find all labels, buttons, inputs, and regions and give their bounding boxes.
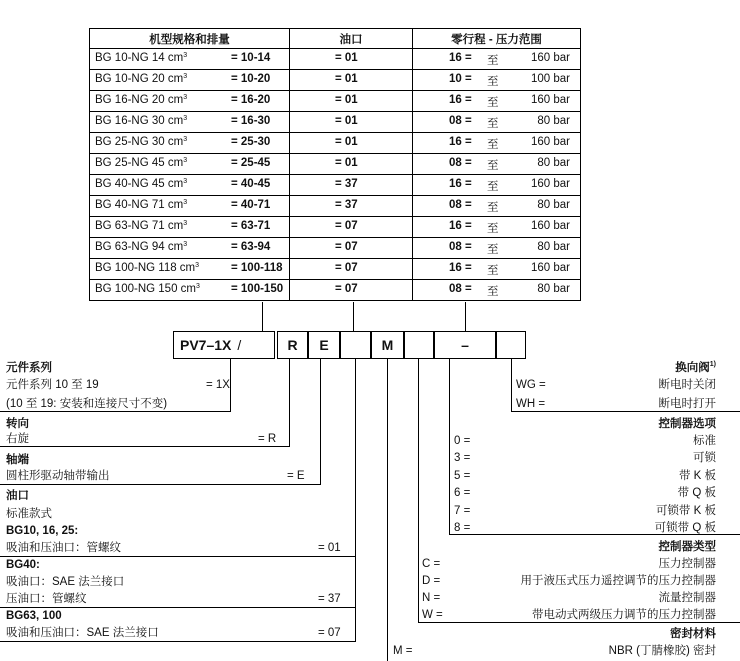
ctrl-option-code: 8 =: [454, 522, 471, 534]
code-m: M: [381, 337, 394, 353]
pressure-cell: [413, 238, 581, 259]
model-code: = 100-118: [231, 262, 283, 274]
code-box-ctrl-type: [404, 331, 434, 359]
pressure-cell: [413, 49, 581, 70]
port-group-1: BG10, 16, 25:: [6, 525, 79, 537]
pressure-to: 至: [487, 223, 499, 235]
table-row: [90, 238, 581, 259]
port-code: = 01: [335, 136, 358, 148]
model-name: BG 10-NG 14 $cm^3$: [95, 52, 188, 64]
code-box-e: [308, 331, 340, 359]
pressure-cell: [413, 196, 581, 217]
port-cell: [290, 133, 413, 154]
pressure-cell: [413, 259, 581, 280]
port-code: = 07: [335, 262, 358, 274]
model-cell: [90, 49, 290, 70]
model-code: = 25-30: [231, 136, 271, 148]
ctrl-option-desc: 可锁带 Q 板: [654, 522, 716, 534]
ctrl-option-desc: 带 Q 板: [677, 487, 716, 500]
leader-line: [418, 359, 419, 623]
seal-desc: NBR (丁腈橡胶) 密封: [608, 645, 716, 657]
port-code: = 01: [335, 52, 358, 64]
leader-line: [289, 359, 290, 447]
model-cell: [90, 217, 290, 238]
leader-line: [320, 359, 321, 485]
model-code: = 40-71: [231, 199, 271, 211]
pressure-max: 160 bar: [530, 178, 570, 190]
pressure-max: 100 bar: [530, 73, 570, 85]
rotation-line: 右旋: [6, 433, 29, 445]
code-dash: –: [461, 337, 469, 353]
port-group-3-code: = 07: [318, 627, 341, 639]
port-code: = 07: [335, 220, 358, 232]
model-name: BG 16-NG 30 $cm^3$: [95, 115, 188, 127]
table-row: [90, 91, 581, 112]
model-name: BG 16-NG 20 $cm^3$: [95, 94, 188, 106]
leader-line: [0, 556, 356, 557]
pressure-code: 16 =: [449, 178, 472, 190]
model-code: = 100-150: [231, 283, 284, 295]
model-cell: [90, 280, 290, 301]
pressure-to: 至: [487, 55, 499, 67]
leader-line: [511, 411, 740, 412]
leader-line: [511, 359, 512, 412]
port-group-1-line: 吸油和压油口：管螺纹: [6, 542, 121, 554]
model-cell: [90, 175, 290, 196]
ctrl-type-title: 控制器类型: [658, 541, 716, 553]
spec-table: [89, 28, 581, 301]
code-box-pv7-1x: [173, 331, 275, 359]
port-cell: [290, 238, 413, 259]
table-row: [90, 175, 581, 196]
series-title: 元件系列: [6, 362, 52, 374]
pressure-cell: [413, 175, 581, 196]
leader-line: [0, 446, 290, 447]
port-group-3-line: 吸油和压油口：SAE 法兰接口: [6, 627, 159, 639]
pressure-code: 16 =: [449, 94, 472, 106]
pressure-max: 160 bar: [530, 220, 570, 232]
pressure-code: 16 =: [449, 262, 472, 274]
series-line: 元件系列 10 至 19: [6, 379, 99, 391]
leader-line: [387, 359, 388, 661]
shaft-line: 圆柱形驱动轴带输出: [6, 470, 110, 482]
series-note: (10 至 19: 安装和连接尺寸不变): [6, 398, 168, 410]
table-row: [90, 280, 581, 301]
ctrl-option-desc: 带 K 板: [678, 469, 716, 482]
seal-code: M =: [393, 645, 413, 657]
table-row: [90, 154, 581, 175]
rotation-title: 转向: [6, 418, 29, 430]
table-row: [90, 217, 581, 238]
port-group-2: BG40:: [6, 559, 40, 571]
port-cell: [290, 154, 413, 175]
model-cell: [90, 238, 290, 259]
table-header-row: [90, 29, 581, 49]
pressure-cell: [413, 133, 581, 154]
table-row: [90, 112, 581, 133]
pressure-cell: [413, 91, 581, 112]
header-pressure: 零行程 - 压力范围: [413, 29, 581, 49]
pressure-max: 160 bar: [530, 262, 570, 274]
ctrl-type-code: W =: [422, 609, 443, 621]
port-code: = 01: [335, 73, 358, 85]
model-code: = 40-45: [231, 178, 271, 190]
pressure-code: 16 =: [449, 220, 472, 232]
model-cell: [90, 259, 290, 280]
pressure-code: 08 =: [449, 115, 472, 127]
header-port: 油口: [290, 29, 413, 49]
pressure-to: 至: [487, 76, 499, 88]
pressure-code: 16 =: [449, 136, 472, 148]
model-cell: [90, 196, 290, 217]
ctrl-option-code: 0 =: [454, 435, 471, 447]
model-name: BG 25-NG 30 $cm^3$: [95, 136, 188, 148]
ctrl-type-code: C =: [422, 558, 441, 570]
ctrl-option-code: 6 =: [454, 487, 471, 500]
pressure-max: 80 bar: [537, 157, 570, 169]
ctrl-option-code: 7 =: [454, 504, 471, 517]
leader-line: [0, 641, 356, 642]
port-code: = 07: [335, 241, 358, 253]
code-e: E: [319, 337, 329, 353]
leader-line: [418, 622, 740, 623]
table-row: [90, 70, 581, 91]
table-row: [90, 259, 581, 280]
port-group-1-code: = 01: [318, 542, 341, 554]
pressure-to: 至: [487, 244, 499, 256]
ctrl-option-desc: 标准: [693, 435, 716, 447]
valve-title-text: 换向阀: [675, 362, 710, 374]
valve-item-code: WH =: [516, 398, 546, 410]
model-code: = 10-14: [231, 52, 271, 64]
series-code: = 1X: [206, 379, 230, 391]
port-code: = 37: [335, 178, 358, 190]
valve-item-desc: 断电时关闭: [658, 379, 716, 391]
code-series: –1X: [206, 337, 232, 353]
leader-line: [230, 359, 231, 412]
code-pv7: PV7: [180, 337, 207, 353]
model-code: = 63-94: [231, 241, 271, 253]
ctrl-option-desc: 可锁带 K 板: [655, 504, 716, 517]
pressure-code: 16 =: [449, 52, 472, 64]
port-cell: [290, 259, 413, 280]
model-name: BG 63-NG 71 $cm^3$: [95, 220, 188, 232]
valve-item-desc: 断电时打开: [658, 398, 716, 410]
pressure-cell: [413, 112, 581, 133]
port-group-2-line1: 吸油口：SAE 法兰接口: [6, 576, 125, 588]
port-group-2-line2: 压油口：管螺纹: [6, 593, 87, 605]
port-code: = 01: [335, 94, 358, 106]
pressure-max: 80 bar: [537, 115, 570, 127]
model-name: BG 40-NG 71 $cm^3$: [95, 199, 188, 211]
port-code: = 37: [335, 199, 358, 211]
code-box-r: [277, 331, 308, 359]
leader-line: [0, 411, 231, 412]
port-cell: [290, 196, 413, 217]
model-code: = 16-30: [231, 115, 271, 127]
shaft-code: = E: [287, 470, 305, 482]
table-row: [90, 196, 581, 217]
port-cell: [290, 70, 413, 91]
port-group-2-code: = 37: [318, 593, 341, 605]
model-name: BG 100-NG 118 $cm^3$: [95, 262, 200, 274]
pressure-cell: [413, 280, 581, 301]
port-code: = 01: [335, 115, 358, 127]
model-cell: [90, 91, 290, 112]
leader-line: [449, 359, 450, 535]
port-cell: [290, 91, 413, 112]
port-cell: [290, 217, 413, 238]
model-code: = 10-20: [231, 73, 271, 85]
pressure-code: 10 =: [449, 73, 472, 85]
pressure-code: 08 =: [449, 283, 472, 295]
pressure-to: 至: [487, 97, 499, 109]
port-title: 油口: [6, 490, 29, 502]
pressure-to: 至: [487, 160, 499, 172]
code-slash: /: [237, 337, 242, 353]
port-cell: [290, 112, 413, 133]
pressure-to: 至: [487, 265, 499, 277]
pressure-max: 80 bar: [537, 199, 570, 211]
pressure-to: 至: [487, 286, 499, 298]
pressure-max: 80 bar: [537, 241, 570, 253]
ctrl-type-desc: 用于液压式压力遥控调节的压力控制器: [520, 575, 716, 587]
code-r: R: [287, 337, 298, 353]
model-code: = 63-71: [231, 220, 271, 232]
valve-item-code: WG =: [516, 379, 546, 391]
ctrl-type-code: D =: [422, 575, 441, 587]
code-box-valve: [496, 331, 526, 359]
pressure-cell: [413, 154, 581, 175]
pressure-to: 至: [487, 181, 499, 193]
model-code: = 16-20: [231, 94, 271, 106]
model-name: BG 10-NG 20 $cm^3$: [95, 73, 188, 85]
pressure-to: 至: [487, 118, 499, 130]
model-cell: [90, 133, 290, 154]
code-box-dash: [434, 331, 496, 359]
ctrl-type-code: N =: [422, 592, 441, 604]
pressure-max: 160 bar: [530, 52, 570, 64]
model-name: BG 100-NG 150 $cm^3$: [95, 283, 200, 295]
rotation-code: = R: [258, 433, 277, 445]
seal-title: 密封材料: [670, 628, 716, 640]
port-std: 标准款式: [6, 508, 52, 520]
pressure-code: 08 =: [449, 199, 472, 211]
ctrl-type-desc: 压力控制器: [658, 558, 716, 570]
leader-line: [355, 359, 356, 642]
port-code: = 01: [335, 157, 358, 169]
port-group-3: BG63, 100: [6, 610, 62, 622]
valve-footnote: 1): [709, 361, 716, 368]
ctrl-type-desc: 流量控制器: [658, 592, 716, 604]
model-cell: [90, 154, 290, 175]
model-cell: [90, 70, 290, 91]
code-box-port: [340, 331, 371, 359]
port-code: = 07: [335, 283, 358, 295]
ctrl-option-code: 5 =: [454, 469, 471, 482]
model-name: BG 63-NG 94 $cm^3$: [95, 241, 188, 253]
pressure-max: 160 bar: [530, 94, 570, 106]
connector-line: [465, 302, 466, 331]
table-row: [90, 133, 581, 154]
model-name: BG 40-NG 45 $cm^3$: [95, 178, 188, 190]
pressure-to: 至: [487, 139, 499, 151]
connector-line: [353, 302, 354, 331]
ctrl-option-desc: 可锁: [693, 452, 716, 465]
ctrl-type-desc: 带电动式两级压力调节的压力控制器: [532, 609, 716, 621]
ctrl-option-code: 3 =: [454, 452, 471, 465]
model-cell: [90, 112, 290, 133]
valve-title: [675, 361, 716, 375]
port-cell: [290, 49, 413, 70]
leader-line: [0, 607, 356, 608]
shaft-title: 轴端: [6, 454, 29, 466]
pressure-code: 08 =: [449, 157, 472, 169]
leader-line: [0, 484, 321, 485]
port-cell: [290, 280, 413, 301]
pressure-max: 80 bar: [537, 283, 570, 295]
port-cell: [290, 175, 413, 196]
code-box-m: [371, 331, 404, 359]
model-name: BG 25-NG 45 $cm^3$: [95, 157, 188, 169]
pressure-code: 08 =: [449, 241, 472, 253]
connector-line: [262, 302, 263, 331]
header-model: 机型规格和排量: [90, 29, 290, 49]
pressure-cell: [413, 217, 581, 238]
pressure-cell: [413, 70, 581, 91]
pressure-to: 至: [487, 202, 499, 214]
pressure-max: 160 bar: [530, 136, 570, 148]
table-row: [90, 49, 581, 70]
model-code: = 25-45: [231, 157, 271, 169]
ctrl-option-title: 控制器选项: [658, 418, 716, 430]
